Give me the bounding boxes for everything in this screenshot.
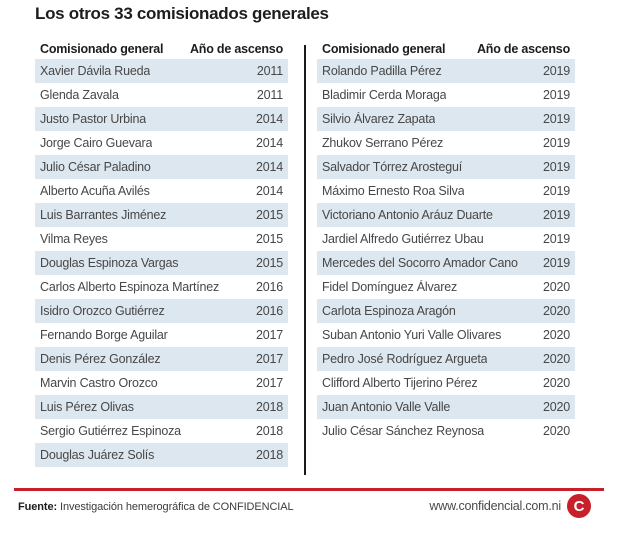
row-name: Suban Antonio Yuri Valle Olivares — [322, 328, 502, 342]
row-name: Clifford Alberto Tijerino Pérez — [322, 376, 478, 390]
table-left — [35, 38, 288, 467]
row-name: Denis Pérez González — [40, 352, 161, 366]
table-row — [35, 203, 288, 227]
table-row — [317, 107, 575, 131]
row-name: Douglas Juárez Solís — [40, 448, 155, 462]
row-year: 2018 — [255, 448, 283, 462]
source-label: Fuente: — [18, 501, 58, 513]
row-name: Sergio Gutiérrez Espinoza — [40, 424, 181, 438]
row-name: Alberto Acuña Avilés — [40, 184, 150, 198]
table-body — [35, 59, 288, 467]
row-name: Fernando Borge Aguilar — [40, 328, 168, 342]
column-header-ano-ascenso: Año de ascenso — [476, 41, 570, 56]
row-name: Bladimir Cerda Moraga — [322, 88, 447, 102]
row-year: 2014 — [255, 136, 283, 150]
table-row — [317, 155, 575, 179]
table-header-row — [35, 38, 288, 59]
row-name: Jorge Cairo Guevara — [40, 136, 153, 150]
row-year: 2015 — [255, 256, 283, 270]
table-row — [35, 299, 288, 323]
row-name: Xavier Dávila Rueda — [40, 64, 151, 78]
row-year: 2014 — [255, 184, 283, 198]
row-year: 2020 — [542, 352, 570, 366]
table-body — [317, 59, 575, 443]
table-row — [35, 347, 288, 371]
row-year: 2019 — [542, 208, 570, 222]
row-name: Justo Pastor Urbina — [40, 112, 146, 126]
row-name: Zhukov Serrano Pérez — [322, 136, 444, 150]
table-row — [317, 179, 575, 203]
row-year: 2019 — [542, 136, 570, 150]
table-row — [35, 323, 288, 347]
table-header-row — [317, 38, 575, 59]
row-name: Carlota Espinoza Aragón — [322, 304, 456, 318]
table-row — [35, 251, 288, 275]
table-row — [35, 131, 288, 155]
row-name: Julio César Paladino — [40, 160, 151, 174]
row-name: Juan Antonio Valle Valle — [322, 400, 451, 414]
row-year: 2019 — [542, 64, 570, 78]
row-year: 2018 — [255, 400, 283, 414]
row-year: 2020 — [542, 376, 570, 390]
confidencial-logo-icon: C — [567, 494, 591, 518]
table-divider — [304, 45, 306, 475]
table-row — [317, 299, 575, 323]
row-name: Fidel Domínguez Álvarez — [322, 280, 458, 294]
table-row — [317, 227, 575, 251]
row-year: 2019 — [542, 88, 570, 102]
column-header-ano-ascenso: Año de ascenso — [189, 41, 283, 56]
footer-rule — [14, 488, 604, 491]
row-year: 2017 — [255, 328, 283, 342]
table-row — [35, 443, 288, 467]
table-row — [317, 371, 575, 395]
row-year: 2017 — [255, 376, 283, 390]
table-row — [35, 59, 288, 83]
row-year: 2015 — [255, 208, 283, 222]
table-row — [35, 419, 288, 443]
table-row — [317, 323, 575, 347]
row-year: 2020 — [542, 280, 570, 294]
column-header-comisionado: Comisionado general — [40, 41, 164, 56]
row-name: Douglas Espinoza Vargas — [40, 256, 179, 270]
row-year: 2016 — [255, 304, 283, 318]
footer-branding — [429, 494, 591, 518]
table-row — [317, 347, 575, 371]
page-title: Los otros 33 comisionados generales — [35, 4, 329, 23]
row-name: Victoriano Antonio Aráuz Duarte — [322, 208, 493, 222]
table-row — [317, 59, 575, 83]
row-name: Carlos Alberto Espinoza Martínez — [40, 280, 220, 294]
table-row — [317, 131, 575, 155]
table-row — [317, 251, 575, 275]
table-row — [35, 395, 288, 419]
row-name: Silvio Álvarez Zapata — [322, 112, 436, 126]
row-year: 2020 — [542, 328, 570, 342]
table-row — [35, 107, 288, 131]
row-year: 2020 — [542, 424, 570, 438]
row-year: 2014 — [255, 160, 283, 174]
row-year: 2019 — [542, 184, 570, 198]
table-row — [35, 179, 288, 203]
row-year: 2018 — [255, 424, 283, 438]
source-note — [18, 501, 294, 513]
table-row — [35, 227, 288, 251]
table-row — [317, 395, 575, 419]
column-header-comisionado: Comisionado general — [322, 41, 446, 56]
row-name: Salvador Tórrez Arosteguí — [322, 160, 462, 174]
table-row — [35, 371, 288, 395]
row-year: 2019 — [542, 112, 570, 126]
row-year: 2019 — [542, 232, 570, 246]
row-year: 2019 — [542, 256, 570, 270]
row-year: 2020 — [542, 400, 570, 414]
table-row — [35, 155, 288, 179]
table-right — [317, 38, 575, 443]
row-name: Luis Barrantes Jiménez — [40, 208, 167, 222]
row-name: Vilma Reyes — [40, 232, 108, 246]
row-name: Máximo Ernesto Roa Silva — [322, 184, 465, 198]
source-text: Investigación hemerográfica de CONFIDENCIAL — [57, 501, 294, 513]
row-year: 2011 — [256, 64, 283, 78]
row-name: Pedro José Rodríguez Argueta — [322, 352, 488, 366]
row-name: Mercedes del Socorro Amador Cano — [322, 256, 518, 270]
row-year: 2017 — [255, 352, 283, 366]
row-year: 2015 — [255, 232, 283, 246]
row-name: Isidro Orozco Gutiérrez — [40, 304, 165, 318]
table-row — [35, 275, 288, 299]
row-name: Glenda Zavala — [40, 88, 119, 102]
row-name: Julio César Sánchez Reynosa — [322, 424, 485, 438]
row-year: 2020 — [542, 304, 570, 318]
table-row — [317, 203, 575, 227]
row-name: Jardiel Alfredo Gutiérrez Ubau — [322, 232, 484, 246]
table-row — [317, 275, 575, 299]
row-year: 2011 — [256, 88, 283, 102]
row-year: 2014 — [255, 112, 283, 126]
website-url: www.confidencial.com.ni — [429, 499, 561, 513]
table-row — [317, 419, 575, 443]
row-year: 2016 — [255, 280, 283, 294]
table-row — [317, 83, 575, 107]
table-row — [35, 83, 288, 107]
row-name: Rolando Padilla Pérez — [322, 64, 442, 78]
row-name: Luis Pérez Olivas — [40, 400, 134, 414]
row-year: 2019 — [542, 160, 570, 174]
row-name: Marvin Castro Orozco — [40, 376, 158, 390]
